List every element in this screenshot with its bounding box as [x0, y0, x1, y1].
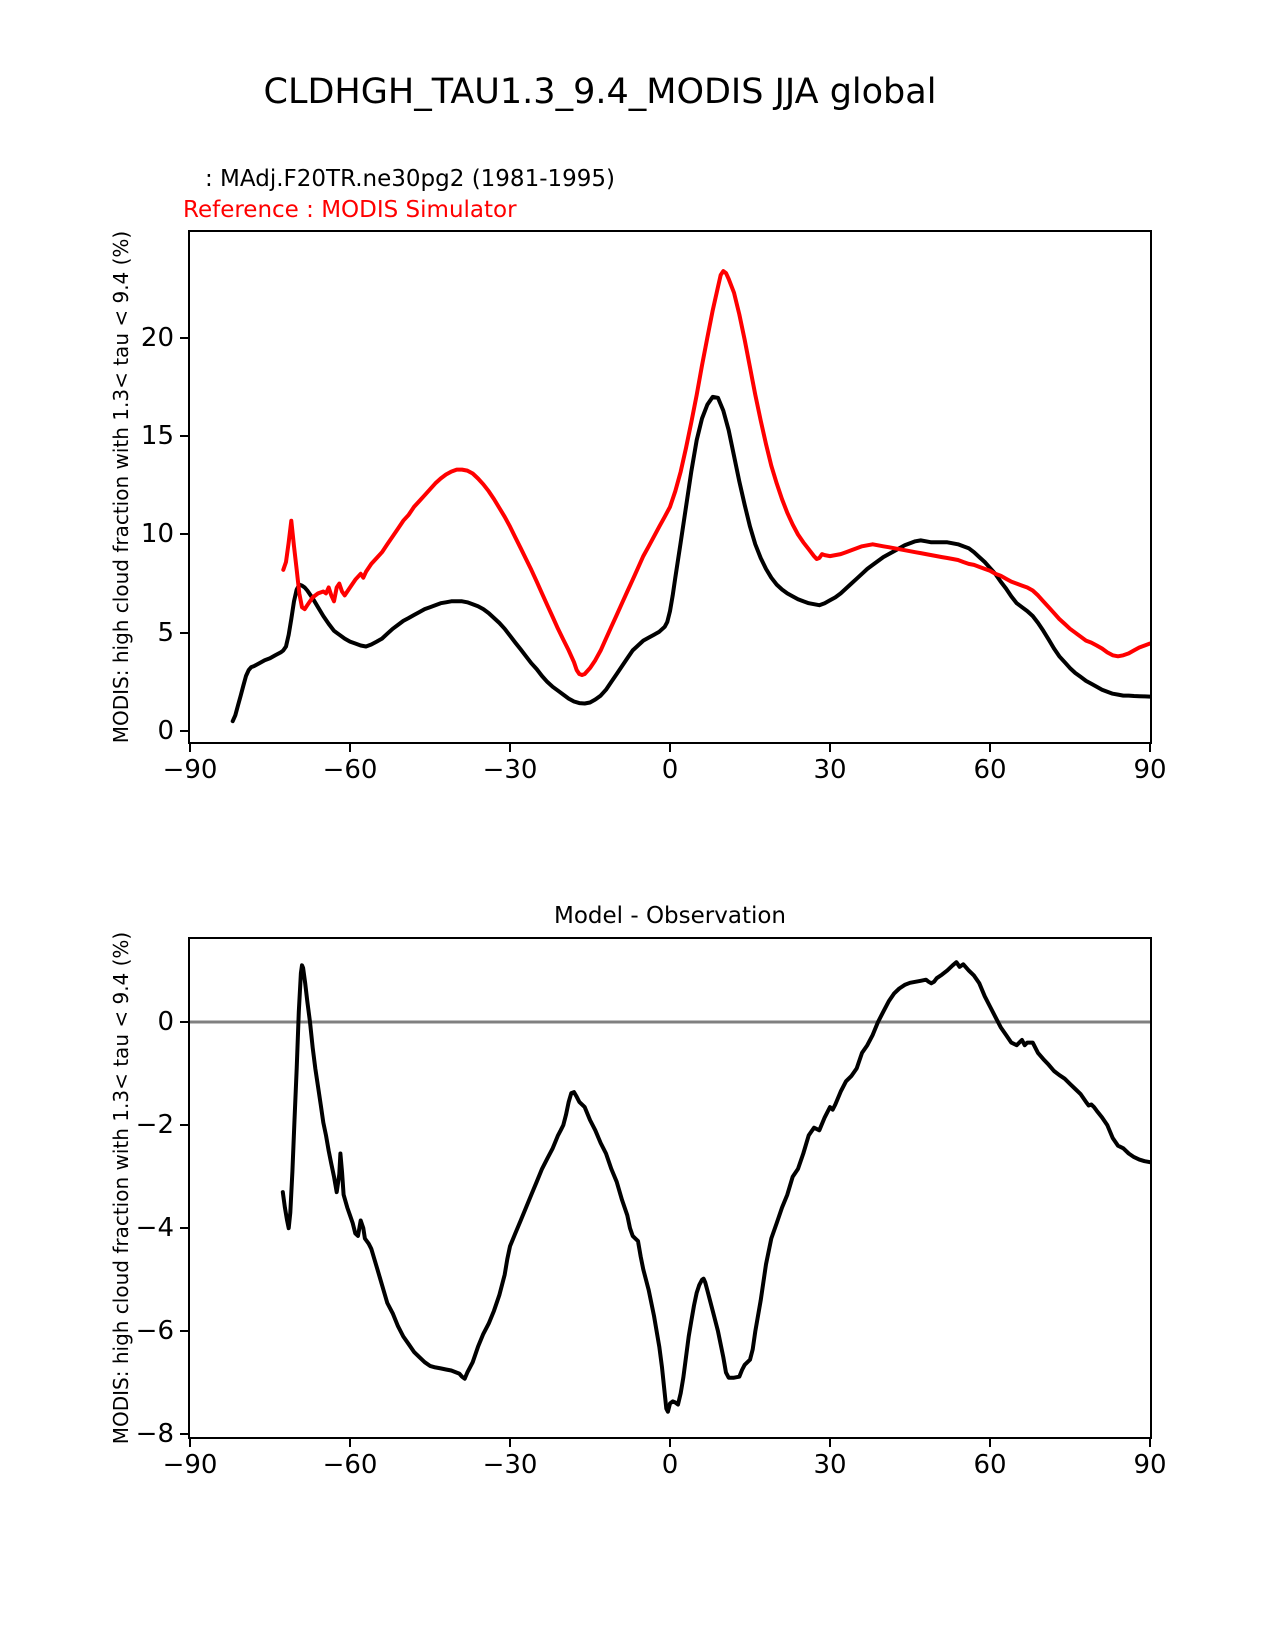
x-tick-mark: [669, 744, 671, 752]
y-tick-mark: [180, 632, 188, 634]
bottom-plot-area: [188, 937, 1152, 1439]
x-tick-label: 90: [1133, 1450, 1167, 1480]
x-tick-label: 60: [973, 755, 1007, 785]
difference-curve: [283, 962, 1150, 1411]
bottom-y-axis-label: MODIS: high cloud fraction with 1.3< tau < 9.4 (%): [109, 931, 133, 1445]
bottom-plot-title: Model - Observation: [553, 903, 787, 929]
y-tick-mark: [180, 730, 188, 732]
x-tick-mark: [189, 744, 191, 752]
x-tick-mark: [509, 744, 511, 752]
y-tick-label: 15: [140, 421, 174, 452]
y-tick-mark: [180, 1021, 188, 1023]
y-tick-mark: [180, 1124, 188, 1126]
figure-title: CLDHGH_TAU1.3_9.4_MODIS JJA global: [263, 72, 937, 112]
y-tick-mark: [180, 1433, 188, 1435]
x-tick-label: −90: [162, 1450, 218, 1480]
y-tick-label: 0: [157, 1007, 174, 1037]
x-tick-mark: [989, 1439, 991, 1447]
y-tick-label: −6: [135, 1316, 174, 1347]
y-tick-label: 20: [140, 322, 174, 353]
y-tick-mark: [180, 435, 188, 437]
x-tick-mark: [669, 1439, 671, 1447]
legend-reference-label: Reference : MODIS Simulator: [183, 197, 517, 223]
x-tick-label: −60: [322, 1450, 378, 1480]
y-tick-label: 0: [157, 715, 174, 746]
x-tick-mark: [989, 744, 991, 752]
x-tick-label: 0: [661, 755, 679, 785]
x-tick-label: 60: [973, 1450, 1007, 1480]
x-tick-label: −30: [482, 1450, 538, 1480]
top-plot-area: [188, 230, 1152, 744]
x-tick-label: 0: [661, 1450, 679, 1480]
x-tick-mark: [1149, 1439, 1151, 1447]
top-y-axis-label: MODIS: high cloud fraction with 1.3< tau < 9.4 (%): [109, 230, 133, 744]
x-tick-label: 30: [813, 755, 847, 785]
legend-model-label: : MAdj.F20TR.ne30pg2 (1981-1995): [205, 166, 616, 192]
y-tick-label: −2: [135, 1110, 174, 1141]
x-tick-mark: [829, 744, 831, 752]
x-tick-mark: [349, 1439, 351, 1447]
y-tick-label: −4: [135, 1213, 174, 1244]
x-tick-mark: [509, 1439, 511, 1447]
x-tick-mark: [349, 744, 351, 752]
top-plot-canvas: [190, 232, 1150, 742]
y-tick-mark: [180, 1227, 188, 1229]
y-tick-mark: [180, 337, 188, 339]
y-tick-mark: [180, 533, 188, 535]
x-tick-label: 30: [813, 1450, 847, 1480]
model-curve: [233, 397, 1150, 721]
x-tick-label: 90: [1133, 755, 1167, 785]
x-tick-label: −90: [162, 755, 218, 785]
x-tick-label: −60: [322, 755, 378, 785]
y-tick-label: 10: [140, 519, 174, 550]
x-tick-label: −30: [482, 755, 538, 785]
x-tick-mark: [1149, 744, 1151, 752]
y-tick-label: 5: [157, 617, 174, 648]
x-tick-mark: [189, 1439, 191, 1447]
y-tick-mark: [180, 1330, 188, 1332]
x-tick-mark: [829, 1439, 831, 1447]
y-tick-label: −8: [135, 1419, 174, 1450]
bottom-plot-canvas: [190, 939, 1150, 1437]
